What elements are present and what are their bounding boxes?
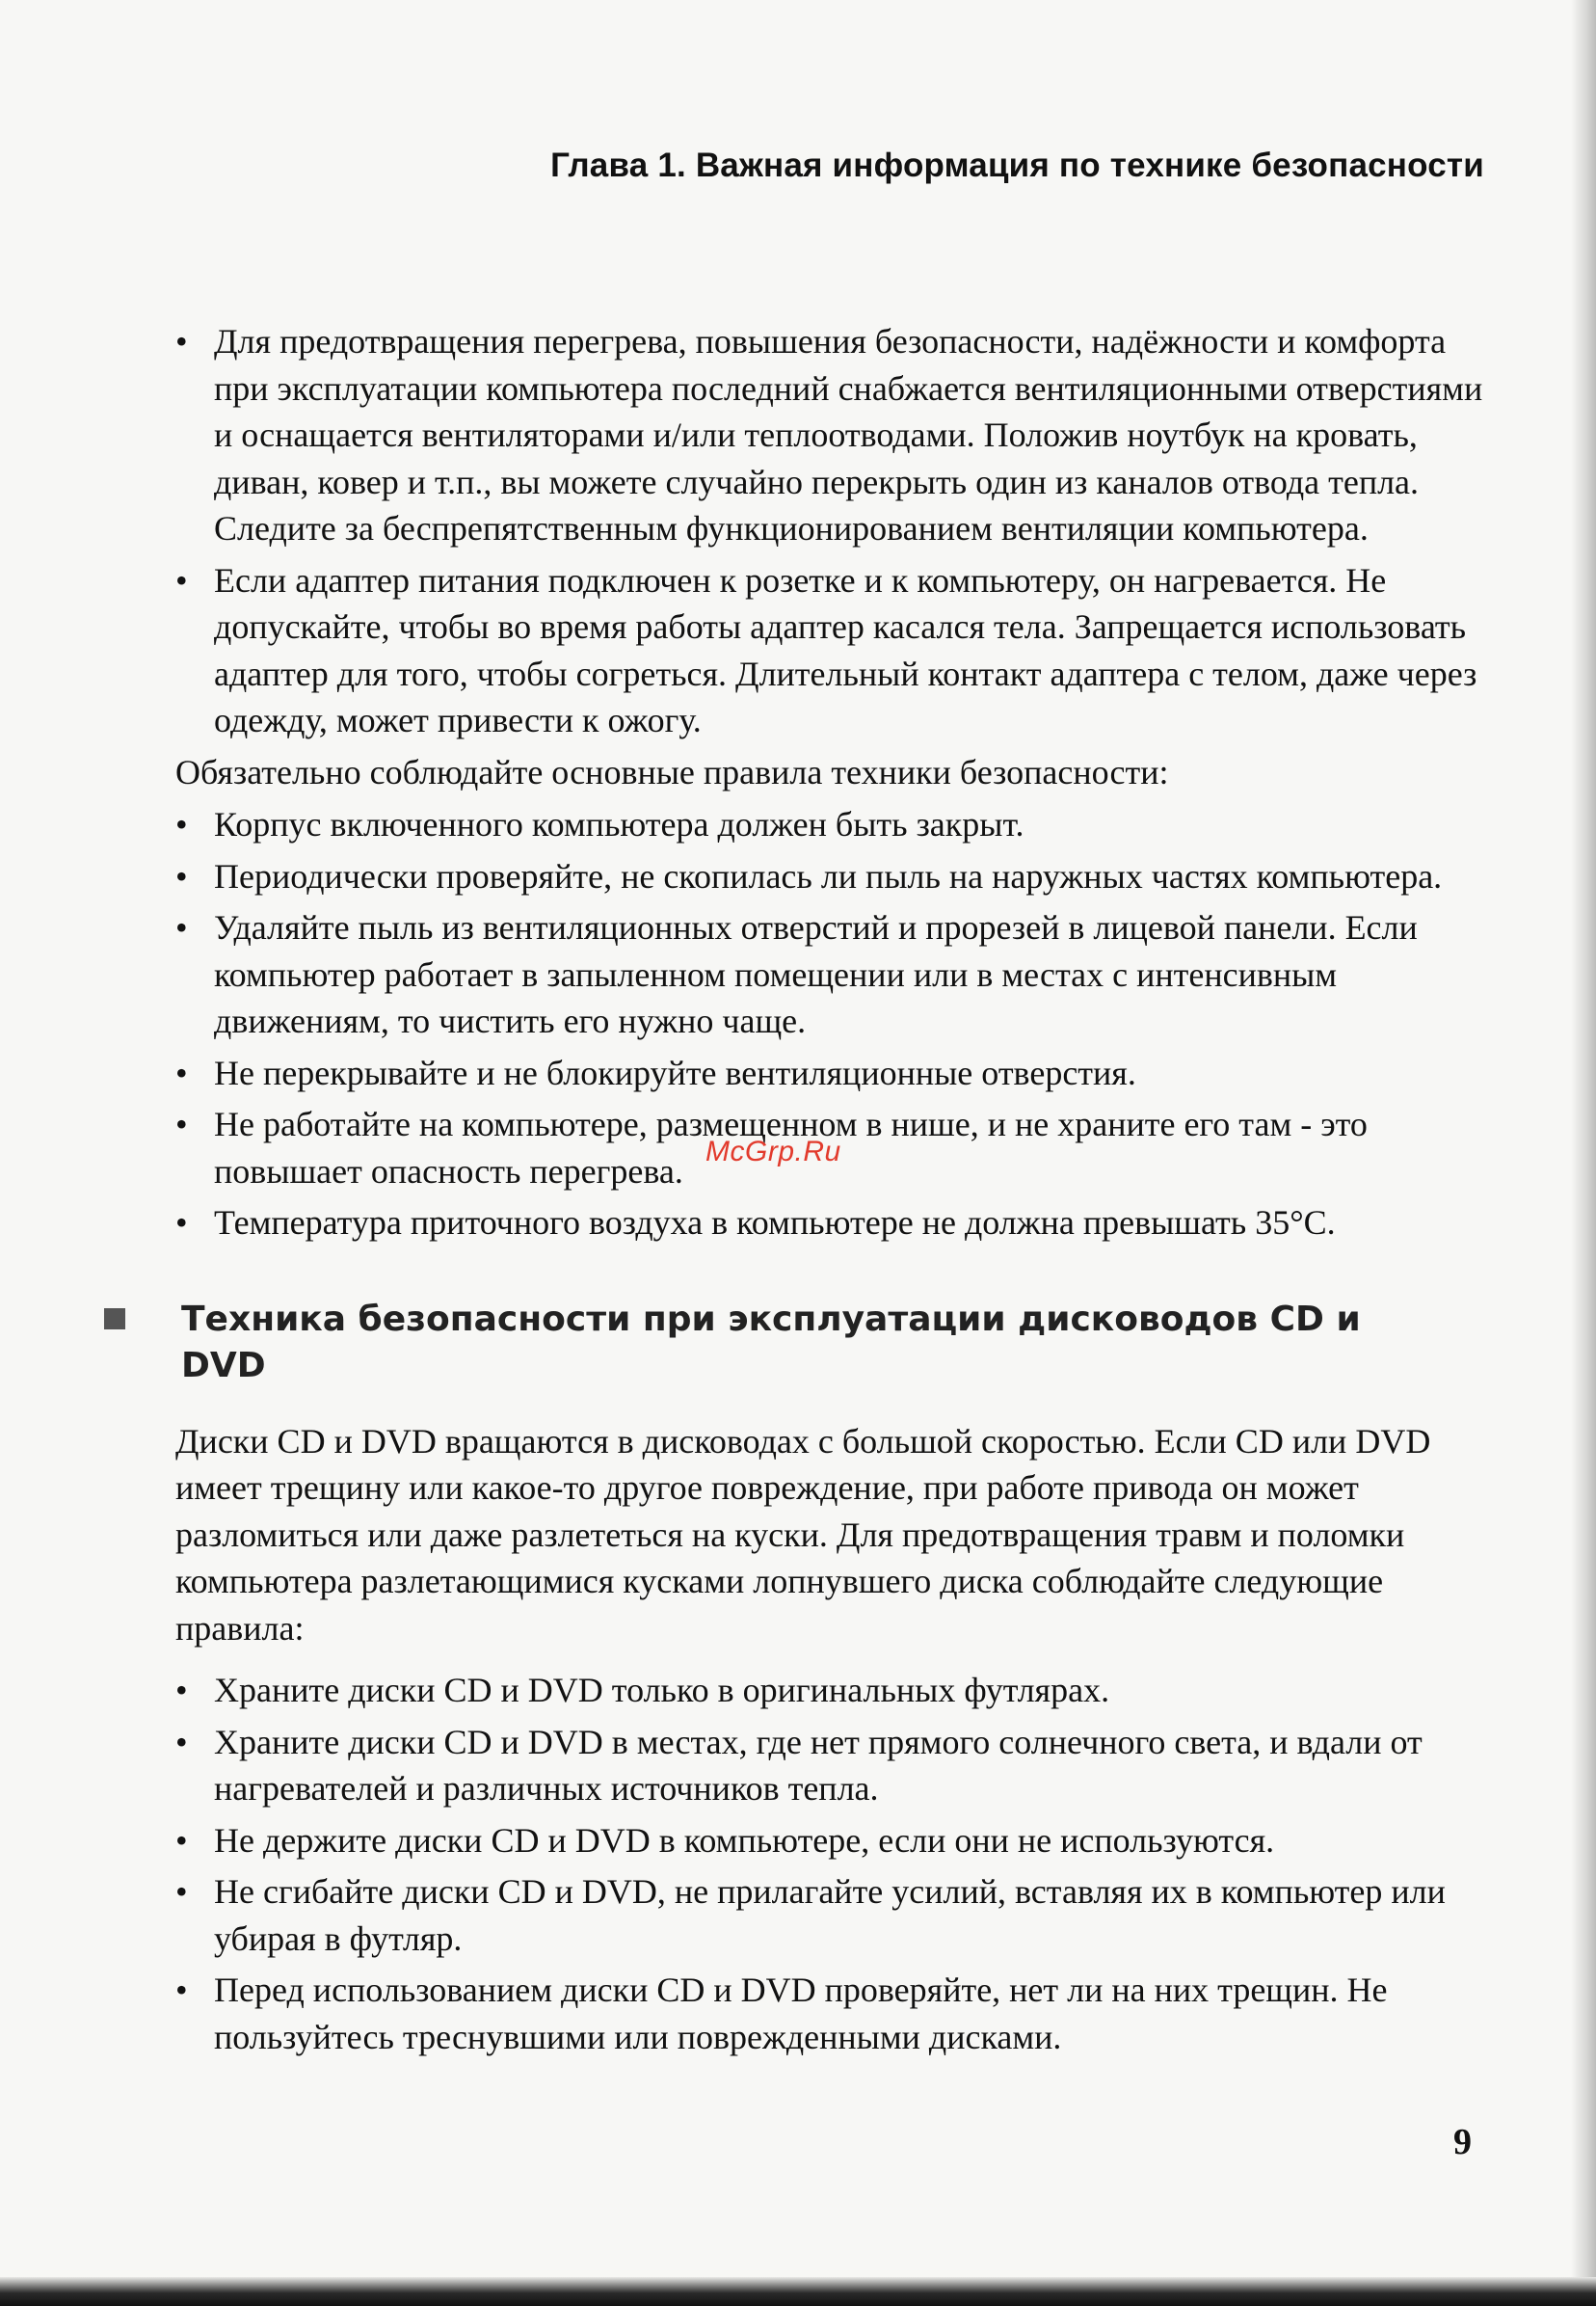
- bullet-icon: •: [175, 856, 188, 896]
- list-item-text: Не сгибайте диски CD и DVD, не прилагайте усилий, вставляя их в компьютер или убирая в футляр.: [214, 1872, 1446, 1958]
- section-heading-cd-dvd: [181, 1297, 1453, 1389]
- list-item-text: Не перекрывайте и не блокируйте вентиляционные отверстия.: [214, 1053, 1136, 1092]
- bullet-icon: •: [175, 322, 188, 361]
- bullet-icon: •: [175, 1872, 188, 1911]
- list-item: [175, 801, 1486, 848]
- list-item: [175, 1199, 1486, 1247]
- list-item: [175, 1967, 1486, 2060]
- bullet-icon: •: [175, 1971, 188, 2009]
- bullet-icon: •: [175, 1722, 188, 1761]
- page-edge-shadow: [1571, 0, 1596, 2306]
- section-square-icon: [104, 1308, 125, 1329]
- list-item: [175, 1050, 1486, 1097]
- list-item-text: Храните диски CD и DVD только в оригинальных футлярах.: [214, 1671, 1110, 1709]
- bullet-icon: •: [175, 1820, 188, 1860]
- list-item: [175, 1817, 1486, 1864]
- bullet-list-discs: [175, 1667, 1486, 2060]
- section-paragraph: Диски CD и DVD вращаются в дисководах с большой скоростью. Если CD или DVD имеет трещину или какое-то другое повреждение, при работе привода он может разломиться или даже разлететься на куски. Для предотвращения травм и поломки компьютера разлетающимися кусками лопнувшего диска соблюдайте следующие правила:: [175, 1421, 1431, 1648]
- chapter-header: Глава 1. Важная информация по технике безопасности: [550, 147, 1484, 184]
- section-heading-text: Техника безопасности при эксплуатации дисководов CD и DVD: [181, 1299, 1361, 1385]
- list-item-text: Перед использованием диски CD и DVD проверяйте, нет ли на них трещин. Не пользуйтесь треснувшими или поврежденными дисками.: [214, 1971, 1388, 2056]
- list-item: [175, 1667, 1486, 1714]
- list-item: [175, 853, 1486, 900]
- list-item-text: Температура приточного воздуха в компьютере не должна превышать 35°C.: [214, 1203, 1336, 1242]
- list-item-text: Не держите диски CD и DVD в компьютере, если они не используются.: [214, 1820, 1275, 1860]
- bullet-icon: •: [175, 560, 188, 600]
- bullet-icon: •: [175, 1053, 188, 1092]
- list-item-text: Если адаптер питания подключен к розетке и к компьютеру, он нагревается. Не допускайте, чтобы во время работы адаптер касался тела. Запрещается использовать адаптер для того, чтобы согреться. Длительный контакт адаптера с телом, даже через одежду, может привести к ожогу.: [214, 560, 1477, 739]
- list-item: [175, 1719, 1486, 1812]
- page-number: 9: [1453, 2122, 1472, 2162]
- list-item: [175, 904, 1486, 1045]
- list-item: [175, 318, 1486, 552]
- list-item-text: Не работайте на компьютере, размещенном в нише, и не храните его там - это повышает опасность перегрева.: [214, 1105, 1368, 1191]
- rules-intro: Обязательно соблюдайте основные правила техники безопасности:: [175, 752, 1169, 791]
- bullet-icon: •: [175, 1671, 188, 1709]
- bullet-list-rules: [175, 801, 1486, 1247]
- list-item-text: Периодически проверяйте, не скопилась ли пыль на наружных частях компьютера.: [214, 856, 1443, 896]
- bullet-icon: •: [175, 908, 188, 947]
- bullet-icon: •: [175, 805, 188, 844]
- watermark: McGrp.Ru: [705, 1136, 841, 1167]
- page-content: [175, 318, 1486, 2065]
- list-item: [175, 1868, 1486, 1962]
- section-cd-dvd: [175, 1418, 1486, 2061]
- list-item: [175, 557, 1486, 744]
- bullet-icon: •: [175, 1203, 188, 1242]
- bullet-icon: •: [175, 1105, 188, 1143]
- bullet-list-ventilation: [175, 318, 1486, 744]
- list-item-text: Храните диски CD и DVD в местах, где нет прямого солнечного света, и вдали от нагревателей и различных источников тепла.: [214, 1722, 1423, 1808]
- page-bottom-edge: [0, 2277, 1596, 2306]
- list-item-text: Удаляйте пыль из вентиляционных отверстий и прорезей в лицевой панели. Если компьютер работает в запыленном помещении или в местах с интенсивным движениям, то чистить его нужно чаще.: [214, 908, 1418, 1040]
- list-item-text: Корпус включенного компьютера должен быть закрыт.: [214, 805, 1024, 844]
- list-item-text: Для предотвращения перегрева, повышения безопасности, надёжности и комфорта при эксплуатации компьютера последний снабжается вентиляционными отверстиями и оснащается вентиляторами и/или теплоотводами. Положив ноутбук на кровать, диван, ковер и т.п., вы можете случайно перекрыть один из каналов отвода тепла. Следите за беспрепятственным функционированием вентиляции компьютера.: [214, 322, 1483, 548]
